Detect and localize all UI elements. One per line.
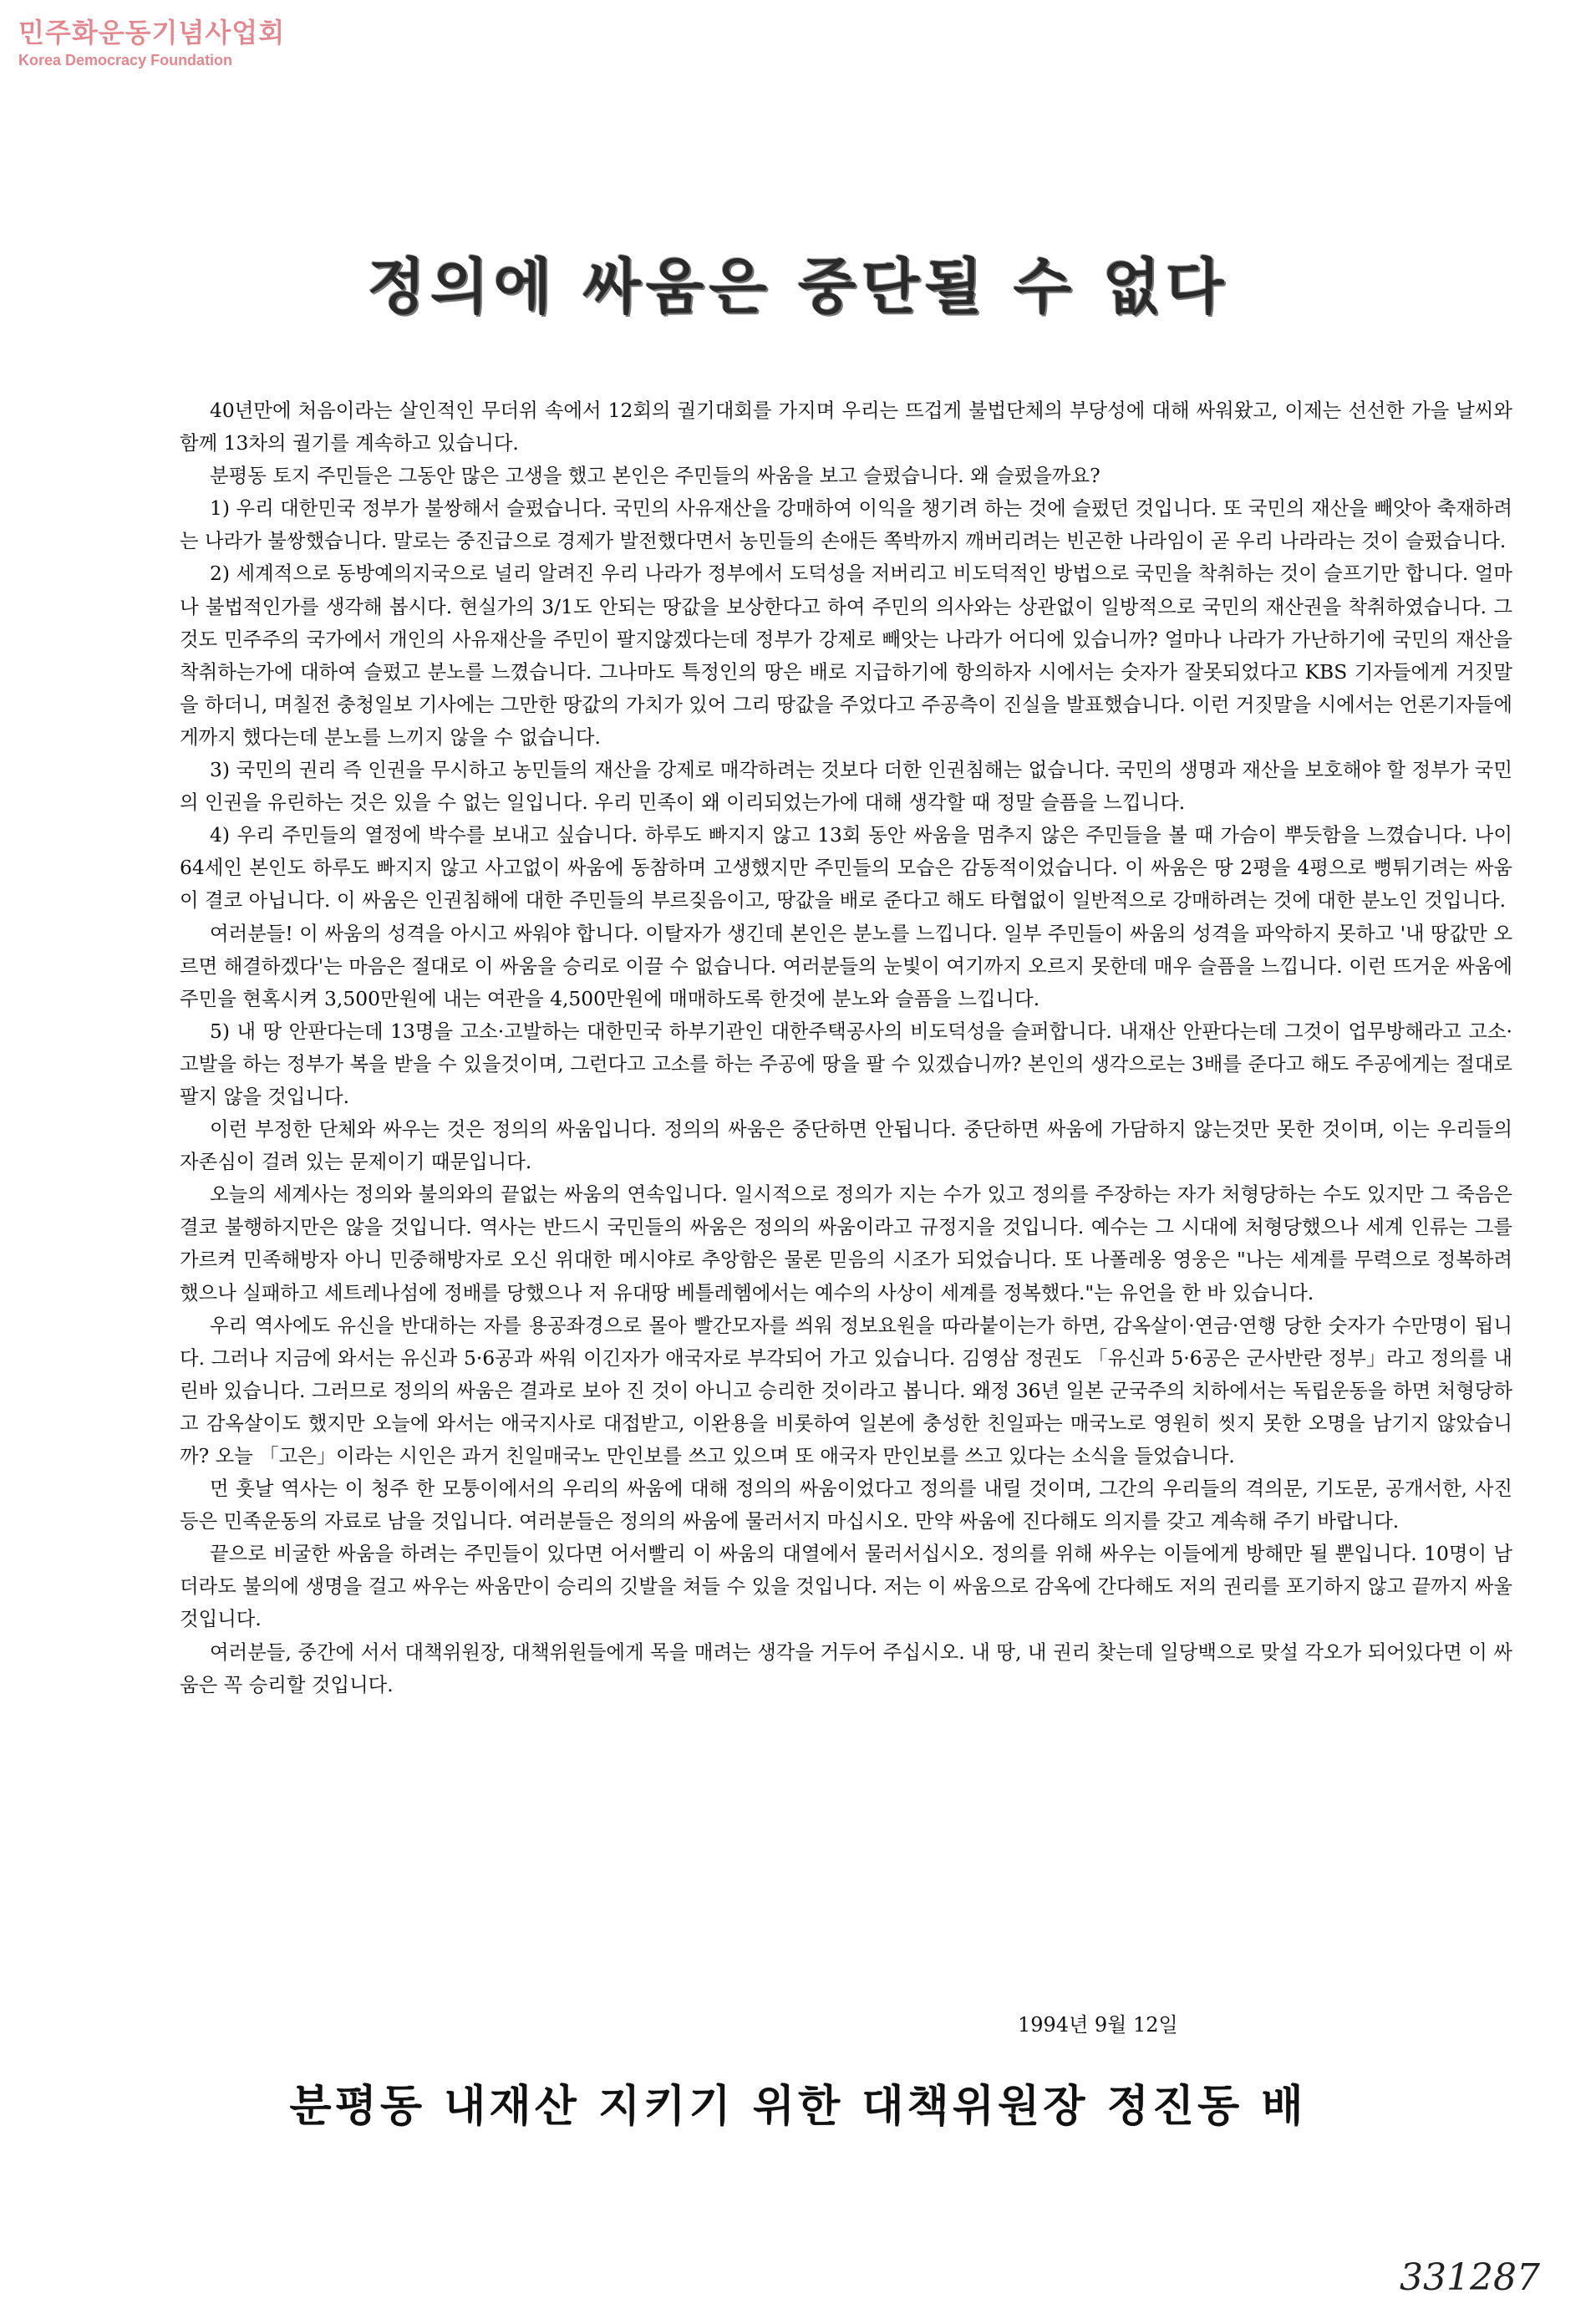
- watermark-korean: 민주화운동기념사업회: [18, 17, 286, 48]
- document-body: [180, 394, 1512, 1701]
- paragraph: 우리 역사에도 유신을 반대하는 자를 용공좌경으로 몰아 빨간모자를 씌워 정보요원을 따라붙이는가 하면, 감옥살이·연금·연행 당한 숫자가 수만명이 됩니다. 그러나 지금에 와서는 유신과 5·6공과 싸워 이긴자가 애국자로 부각되어 가고 있습니다. 김영삼 정권도 「유신과 5·6공은 군사반란 정부」라고 정의를 내린바 있습니다. 그러므로 정의의 싸움은 결과로 보아 진 것이 아니고 승리한 것이라고 봅니다. 왜정 36년 일본 군국주의 치하에서는 독립운동을 하면 처형당하고 감옥살이도 했지만 오늘에 와서는 애국지사로 대접받고, 이완용을 비롯하여 일본에 충성한 친일파는 매국노로 영원히 씻지 못한 오명을 남기지 않았습니까? 오늘 「고은」이라는 시인은 과거 친일매국노 만인보를 쓰고 있으며 또 애국자 만인보를 쓰고 있다는 소식을 들었습니다.: [180, 1313, 1512, 1467]
- paragraph: 3) 국민의 권리 즉 인권을 무시하고 농민들의 재산을 강제로 매각하려는 것보다 더한 인권침해는 없습니다. 국민의 생명과 재산을 보호해야 할 정부가 국민의 인권을 유린하는 것은 있을 수 없는 일입니다. 우리 민족이 왜 이리되었는가에 대해 생각할 때 정말 슬픔을 느낍니다.: [180, 758, 1512, 815]
- paragraph: 이런 부정한 단체와 싸우는 것은 정의의 싸움입니다. 정의의 싸움은 중단하면 안됩니다. 중단하면 싸움에 가담하지 않는것만 못한 것이며, 이는 우리들의 자존심이 걸려 있는 문제이기 때문입니다.: [180, 1117, 1512, 1174]
- paragraph: 먼 훗날 역사는 이 청주 한 모퉁이에서의 우리의 싸움에 대해 정의의 싸움이었다고 정의를 내릴 것이며, 그간의 우리들의 격의문, 기도문, 공개서한, 사진 등은 민족운동의 자료로 남을 것입니다. 여러분들은 정의의 싸움에 물러서지 마십시오. 만약 싸움에 진다해도 의지를 갖고 계속해 주기 바랍니다.: [180, 1477, 1512, 1533]
- paragraph: 여러분들! 이 싸움의 성격을 아시고 싸워야 합니다. 이탈자가 생긴데 본인은 분노를 느낍니다. 일부 주민들이 싸움의 성격을 파악하지 못하고 '내 땅값만 오르면 해결하겠다'는 마음은 절대로 이 싸움을 승리로 이끌 수 없습니다. 여러분들의 눈빛이 여기까지 오르지 못한데 매우 슬픔을 느낍니다. 이런 뜨거운 싸움에 주민을 현혹시켜 3,500만원에 내는 여관을 4,500만원에 매매하도록 한것에 분노와 슬픔을 느낍니다.: [180, 921, 1512, 1010]
- paragraph: 오늘의 세계사는 정의와 불의와의 끝없는 싸움의 연속입니다. 일시적으로 정의가 지는 수가 있고 정의를 주장하는 자가 처형당하는 수도 있지만 그 죽음은 결코 불행하지만은 않을 것입니다. 역사는 반드시 국민들의 싸움은 정의의 싸움이라고 규정지을 것입니다. 예수는 그 시대에 처형당했으나 세계 인류는 그를 가르켜 민족해방자 아니 민중해방자로 오신 위대한 메시야로 추앙함은 물론 믿음의 시조가 되었습니다. 또 나폴레옹 영웅은 "나는 세계를 무력으로 정복하려 했으나 실패하고 세트레나섬에 정배를 당했으나 저 유대땅 베틀레헴에서는 예수의 사상이 세계를 정복했다."는 유언을 한 바 있습니다.: [180, 1182, 1512, 1304]
- paragraph: 분평동 토지 주민들은 그동안 많은 고생을 했고 본인은 주민들의 싸움을 보고 슬펐습니다. 왜 슬펐을까요?: [210, 464, 1100, 488]
- watermark-english: Korea Democracy Foundation: [18, 52, 233, 69]
- archive-number: 331287: [1400, 2256, 1540, 2299]
- paragraph: 여러분들, 중간에 서서 대책위원장, 대책위원들에게 목을 매려는 생각을 거두어 주십시오. 내 땅, 내 권리 찾는데 일당백으로 맞설 각오가 되어있다면 이 싸움은 꼭 승리할 것입니다.: [180, 1640, 1512, 1696]
- foundation-watermark: [18, 12, 285, 69]
- document-title: 정의에 싸움은 중단될 수 없다: [367, 252, 1229, 322]
- signature-line: 분평동 내재산 지키기 위한 대책위원장 정진동 배: [289, 2082, 1307, 2132]
- document-date: 1994년 9월 12일: [1018, 2013, 1178, 2037]
- paragraph: 4) 우리 주민들의 열정에 박수를 보내고 싶습니다. 하루도 빠지지 않고 13회 동안 싸움을 멈추지 않은 주민들을 볼 때 가슴이 뿌듯함을 느꼈습니다. 나이 64세인 본인도 하루도 빠지지 않고 사고없이 싸움에 동참하며 고생했지만 주민들의 모습은 감동적이었습니다. 이 싸움은 땅 2평을 4평으로 뻥튀기려는 싸움이 결코 아닙니다. 이 싸움은 인권침해에 대한 주민들의 부르짖음이고, 땅값을 배로 준다고 해도 타협없이 일반적으로 강매하려는 것에 대한 분노인 것입니다.: [180, 823, 1512, 913]
- paragraph: 끝으로 비굴한 싸움을 하려는 주민들이 있다면 어서빨리 이 싸움의 대열에서 물러서십시오. 정의를 위해 싸우는 이들에게 방해만 될 뿐입니다. 10명이 남더라도 불의에 생명을 걸고 싸우는 싸움만이 승리의 깃발을 쳐들 수 있을 것입니다. 저는 이 싸움으로 감옥에 간다해도 저의 권리를 포기하지 않고 끝까지 싸울 것입니다.: [180, 1542, 1512, 1631]
- paragraph: 5) 내 땅 안판다는데 13명을 고소·고발하는 대한민국 하부기관인 대한주택공사의 비도덕성을 슬퍼합니다. 내재산 안판다는데 그것이 업무방해라고 고소·고발을 하는 정부가 복을 받을 수 있을것이며, 그런다고 고소를 하는 주공에 땅을 팔 수 있겠습니까? 본인의 생각으로는 3배를 준다고 해도 주공에게는 절대로 팔지 않을 것입니다.: [180, 1019, 1512, 1108]
- paragraph: 40년만에 처음이라는 살인적인 무더위 속에서 12회의 궐기대회를 가지며 우리는 뜨겁게 불법단체의 부당성에 대해 싸워왔고, 이제는 선선한 가을 날씨와 함께 13차의 궐기를 계속하고 있습니다.: [180, 399, 1512, 455]
- paragraph: 2) 세계적으로 동방예의지국으로 널리 알려진 우리 나라가 정부에서 도덕성을 저버리고 비도덕적인 방법으로 국민을 착취하는 것이 슬프기만 합니다. 얼마나 불법적인가를 생각해 봅시다. 현실가의 3/1도 안되는 땅값을 보상한다고 하여 주민의 의사와는 상관없이 일방적으로 국민의 재산권을 착취하였습니다. 그것도 민주주의 국가에서 개인의 사유재산을 주민이 팔지않겠다는데 정부가 강제로 빼앗는 나라가 어디에 있습니까? 얼마나 나라가 가난하기에 국민의 재산을 착취하는가에 대하여 슬펐고 분노를 느꼈습니다. 그나마도 특정인의 땅은 배로 지급하기에 항의하자 시에서는 숫자가 잘못되었다고 KBS 기자들에게 거짓말을 하더니, 며칠전 충청일보 기사에는 그만한 땅값의 가치가 있어 그리 땅값을 주었다고 주공측이 진실을 발표했습니다. 이런 거짓말을 시에서는 언론기자들에게까지 했다는데 분노를 느끼지 않을 수 없습니다.: [180, 562, 1512, 749]
- paragraph: 1) 우리 대한민국 정부가 불쌍해서 슬펐습니다. 국민의 사유재산을 강매하여 이익을 챙기려 하는 것에 슬펐던 것입니다. 또 국민의 재산을 빼앗아 축재하려는 나라가 불쌍했습니다. 말로는 중진급으로 경제가 발전했다면서 농민들의 손애든 쪽박까지 깨버리려는 빈곤한 나라임이 곧 우리 나라라는 것이 슬펐습니다.: [180, 496, 1512, 553]
